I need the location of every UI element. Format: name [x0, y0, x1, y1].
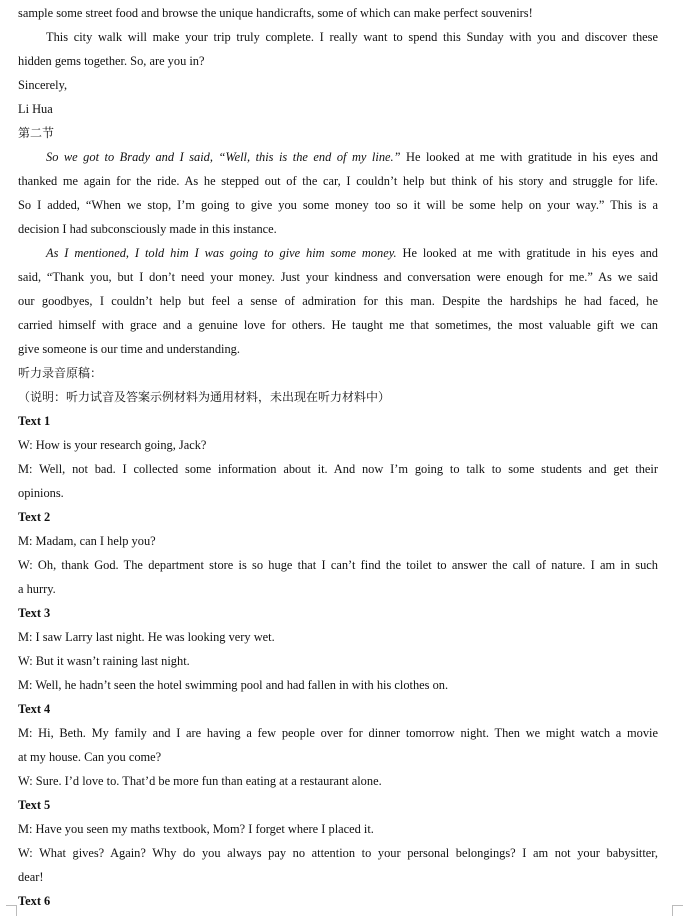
story-paragraph-line	[18, 145, 658, 169]
story-prompt-italic: So we got to Brady and I said, “Well, this is the end of my line.”	[46, 150, 401, 164]
story-paragraph-line	[18, 241, 658, 265]
text-heading: Text 4	[18, 702, 51, 716]
dialogue-line: a hurry.	[18, 582, 56, 596]
transcript-heading: 听力录音原稿：	[18, 366, 103, 380]
dialogue-line: M: Have you seen my maths textbook, Mom? I forget where I placed it.	[18, 822, 374, 836]
dialogue-line: M: Madam, can I help you?	[18, 534, 156, 548]
story-text: He looked at me with gratitude in his eyes and	[400, 150, 658, 164]
story-paragraph-line: our goodbyes, I couldn’t help but feel a sense of admiration for this man. Despite the hardships he had faced, he	[18, 294, 658, 308]
dialogue-line: W: Oh, thank God. The department store is so huge that I can’t find the toilet to answer the call of nature. I am in such	[18, 558, 658, 572]
section-heading: 第二节	[18, 126, 55, 140]
dialogue-line: dear!	[18, 870, 44, 884]
dialogue-line: W: What gives? Again? Why do you always pay no attention to your personal belongings? I am not your babysitter,	[18, 846, 658, 860]
dialogue-line: W: Sure. I’d love to. That’d be more fun than eating at a restaurant alone.	[18, 774, 382, 788]
story-paragraph-line: thanked me again for the ride. As he stepped out of the car, I couldn’t help but think of his story and struggle for life.	[18, 174, 658, 188]
story-paragraph-line: carried himself with grace and a genuine love for others. He taught me that sometimes, the most valuable gift we can	[18, 318, 658, 332]
text-heading: Text 2	[18, 510, 51, 524]
text-heading: Text 6	[18, 894, 51, 908]
story-paragraph-line: give someone is our time and understanding.	[18, 342, 240, 356]
document-page	[18, 1, 658, 913]
letter-line: sample some street food and browse the unique handicrafts, some of which can make perfect souvenirs!	[18, 6, 533, 20]
page-corner-mark	[6, 905, 17, 916]
text-heading: Text 1	[18, 414, 51, 428]
letter-paragraph-line: This city walk will make your trip truly complete. I really want to spend this Sunday with you and discover these	[46, 30, 658, 44]
dialogue-line: M: I saw Larry last night. He was looking very wet.	[18, 630, 275, 644]
page-corner-mark	[672, 905, 683, 916]
text-heading: Text 5	[18, 798, 51, 812]
dialogue-line: M: Hi, Beth. My family and I are having a few people over for dinner tomorrow night. Then we might watch a movie	[18, 726, 658, 740]
dialogue-line: W: How is your research going, Jack?	[18, 438, 207, 452]
story-paragraph-line: decision I had subconsciously made in this instance.	[18, 222, 277, 236]
dialogue-line: W: But it wasn’t raining last night.	[18, 654, 190, 668]
letter-closing: Sincerely,	[18, 78, 68, 92]
text-heading: Text 3	[18, 606, 51, 620]
dialogue-line: M: Well, he hadn’t seen the hotel swimming pool and had fallen in with his clothes on.	[18, 678, 449, 692]
story-text: He looked at me with gratitude in his eyes and	[396, 246, 658, 260]
dialogue-line: at my house. Can you come?	[18, 750, 162, 764]
letter-signature: Li Hua	[18, 102, 53, 116]
story-paragraph-line: said, “Thank you, but I don’t need your money. Just your kindness and conversation were enough for me.” As we said	[18, 270, 658, 284]
transcript-note: （说明：听力试音及答案示例材料为通用材料，未出现在听力材料中）	[18, 390, 391, 404]
dialogue-line: M: Well, not bad. I collected some information about it. And now I’m going to talk to some students and get their	[18, 462, 658, 476]
letter-line: hidden gems together. So, are you in?	[18, 54, 205, 68]
story-paragraph-line: So I added, “When we stop, I’m going to give you some money too so it will be some help on your way.” This is a	[18, 198, 658, 212]
dialogue-line: opinions.	[18, 486, 64, 500]
story-prompt-italic: As I mentioned, I told him I was going to give him some money.	[46, 246, 397, 260]
